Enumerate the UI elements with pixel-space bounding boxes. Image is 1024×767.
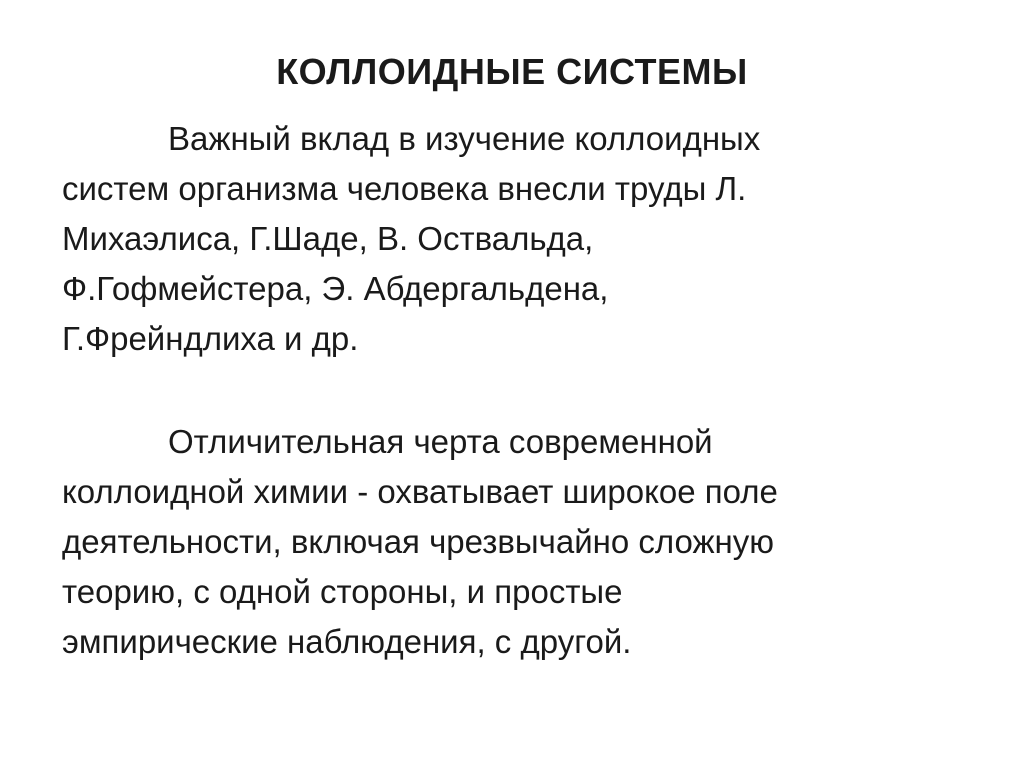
paragraph-contributors	[62, 114, 962, 364]
paragraph-line: Михаэлиса, Г.Шаде, В. Оствальда,	[62, 220, 594, 257]
paragraph-line: эмпирические наблюдения, с другой.	[62, 623, 632, 660]
paragraph-distinctive-feature	[62, 417, 962, 667]
paragraph-line: деятельности, включая чрезвычайно сложную	[62, 523, 775, 560]
paragraph-line: Отличительная черта современной	[168, 423, 713, 460]
paragraph-line: коллоидной химии - охватывает широкое поле	[62, 473, 778, 510]
paragraph-line: Важный вклад в изучение коллоидных	[168, 120, 761, 157]
slide-title: КОЛЛОИДНЫЕ СИСТЕМЫ	[276, 51, 748, 92]
paragraph-line: Г.Фрейндлиха и др.	[62, 320, 359, 357]
paragraph-line: теорию, с одной стороны, и простые	[62, 573, 623, 610]
paragraph-line: систем организма человека внесли труды Л.	[62, 170, 747, 207]
paragraph-line: Ф.Гофмейстера, Э. Абдергальдена,	[62, 270, 609, 307]
